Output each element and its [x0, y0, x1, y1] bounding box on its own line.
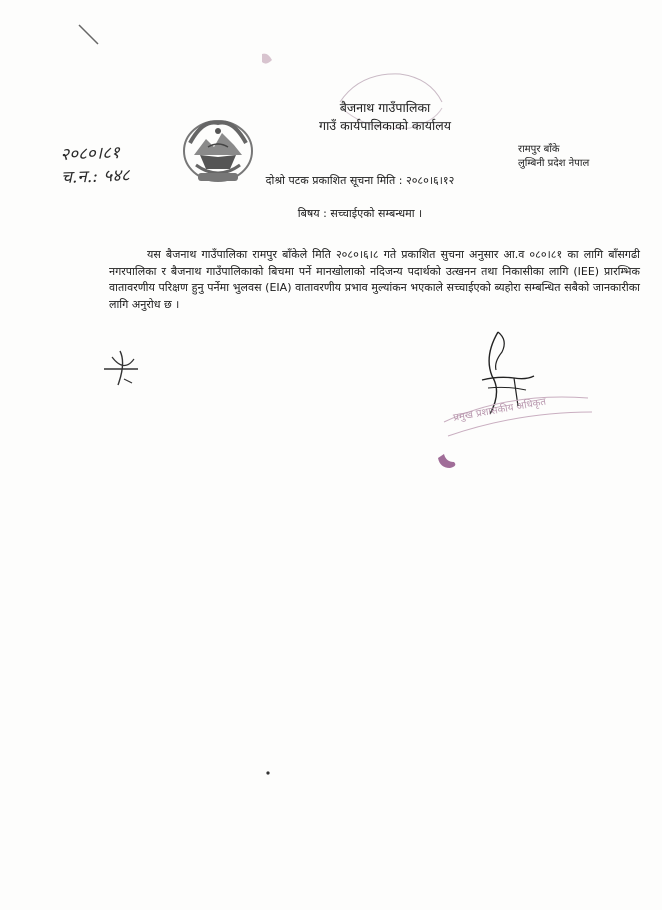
- initial-mark: [98, 345, 148, 395]
- publication-line: दोश्रो पटक प्रकाशित सूचना मिति : २०८०।६।१२: [265, 174, 455, 187]
- scan-mark-pink: [258, 50, 278, 70]
- organization-name: बैजनाथ गाउँपालिका: [339, 100, 431, 115]
- scan-mark: [76, 22, 106, 52]
- office-name: गाउँ कार्यपालिकाको कार्यालय: [319, 118, 451, 133]
- ink-blot: [436, 452, 466, 472]
- official-stamp-text: प्रमुख प्रशासकीय अधिकृत: [452, 396, 547, 424]
- handwritten-fiscal-year: २०८०।८१: [60, 142, 121, 165]
- speck: [265, 770, 271, 776]
- office-address: [518, 143, 658, 171]
- notice-paragraph: यस बैजनाथ गाउँपालिका रामपुर बाँकेले मिति २०८०।६।८ गते प्रकाशित सुचना अनुसार आ.व ०८०।८१ का लागि बाँसगढी नगरपालिका र बैजनाथ गाउँपालिकाको बिचमा पर्ने मानखोलाको नदिजन्य पदार्थको उत्खनन तथा निकासीका लागि (IEE) प्रारम्भिक वातावरणीय परिक्षण हुनु पर्नेमा भुलवस (EIA) वातावरणीय प्रभाव मुल्यांकन भएकाले सच्चाईएको ब्यहोरा सम्बन्धित सबैको जानकारीका लागि अनुरोध छ ।: [109, 248, 640, 311]
- subject-line: बिषय : सच्चाईएको सम्बन्धमा ।: [297, 207, 423, 220]
- handwritten-reference: [60, 142, 130, 190]
- address-line-1: रामपुर बाँके: [518, 144, 560, 155]
- handwritten-dispatch-number: च.न.: ५४८: [60, 165, 131, 188]
- notice-body: [109, 247, 640, 313]
- address-line-2: लुम्बिनी प्रदेश नेपाल: [518, 158, 590, 169]
